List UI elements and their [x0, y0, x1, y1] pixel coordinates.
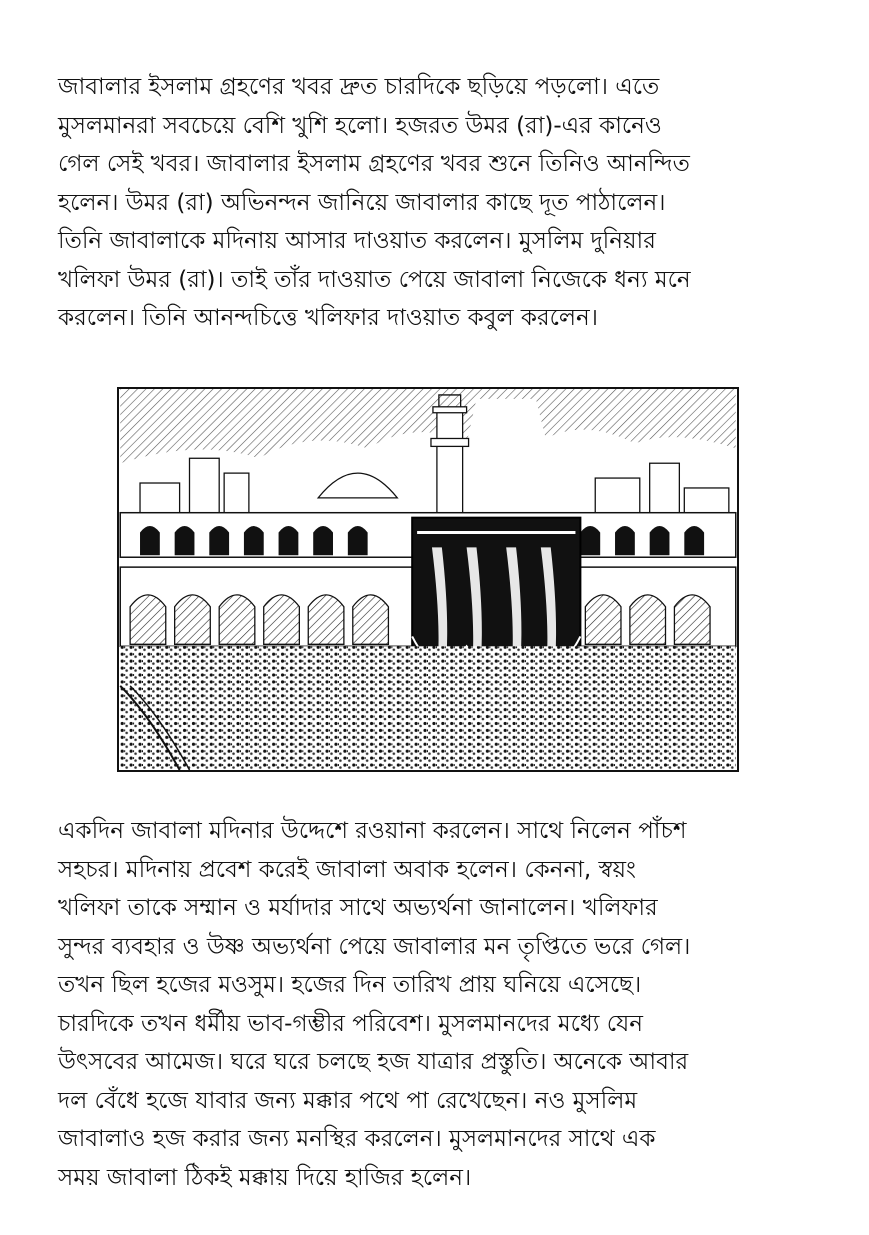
text-line: জাবালার ইসলাম গ্রহণের খবর দ্রুত চারদিকে ছড়িয়ে পড়লো। এতে	[58, 74, 660, 100]
text-line: দল বেঁধে হজে যাবার জন্য মক্কার পথে পা রেখেছেন। নও মুসলিম	[58, 1087, 638, 1114]
text-line: তখন ছিল হজের মওসুম। হজের দিন তারিখ প্রায় ঘনিয়ে এসেছে।	[58, 972, 642, 998]
text-line: একদিন জাবালা মদিনার উদ্দেশে রওয়ানা করলেন। সাথে নিলেন পাঁচশ	[58, 818, 687, 844]
text-line: জাবালাও হজ করার জন্য মনস্থির করলেন। মুসলমানদের সাথে এক	[58, 1126, 656, 1152]
paragraph-1	[58, 68, 818, 338]
text-line: সহচর। মদিনায় প্রবেশ করেই জাবালা অবাক হলেন। কেননা, স্বয়ং	[58, 856, 636, 883]
text-line: খলিফা তাকে সম্মান ও মর্যাদার সাথে অভ্যর্থনা জানালেন। খলিফার	[58, 895, 658, 921]
text-line: সময় জাবালা ঠিকই মক্কায় দিয়ে হাজির হলেন।	[58, 1164, 472, 1191]
kaaba-drawing	[119, 389, 737, 770]
pilgrim-crowd	[120, 646, 736, 770]
text-line: সুন্দর ব্যবহার ও উষ্ণ অভ্যর্থনা পেয়ে জাবালার মন তৃপ্তিতে ভরে গেল।	[58, 933, 691, 960]
text-line: উৎসবের আমেজ। ঘরে ঘরে চলছে হজ যাত্রার প্রস্তুতি। অনেকে আবার	[58, 1049, 689, 1075]
paragraph-2	[58, 812, 818, 1197]
text-line: গেল সেই খবর। জাবালার ইসলাম গ্রহণের খবর শুনে তিনিও আনন্দিত	[58, 151, 690, 177]
text-line: তিনি জাবালাকে মদিনায় আসার দাওয়াত করলেন। মুসলিম দুনিয়ার	[58, 228, 656, 254]
sky-hatching	[120, 389, 736, 463]
text-line: করলেন। তিনি আনন্দচিত্তে খলিফার দাওয়াত কবুল করলেন।	[58, 305, 598, 331]
text-line: খলিফা উমর (রা)। তাই তাঁর দাওয়াত পেয়ে জাবালা নিজেকে ধন্য মনে	[58, 266, 691, 293]
kaaba-illustration	[117, 387, 739, 772]
text-line: চারদিকে তখন ধর্মীয় ভাব-গম্ভীর পরিবেশ। মুসলমানদের মধ্যে যেন	[58, 1010, 644, 1037]
text-line: হলেন। উমর (রা) অভিনন্দন জানিয়ে জাবালার কাছে দূত পাঠালেন।	[58, 189, 666, 216]
text-line: মুসলমানরা সবচেয়ে বেশি খুশি হলো। হজরত উমর (রা)-এর কানেও	[58, 112, 662, 139]
